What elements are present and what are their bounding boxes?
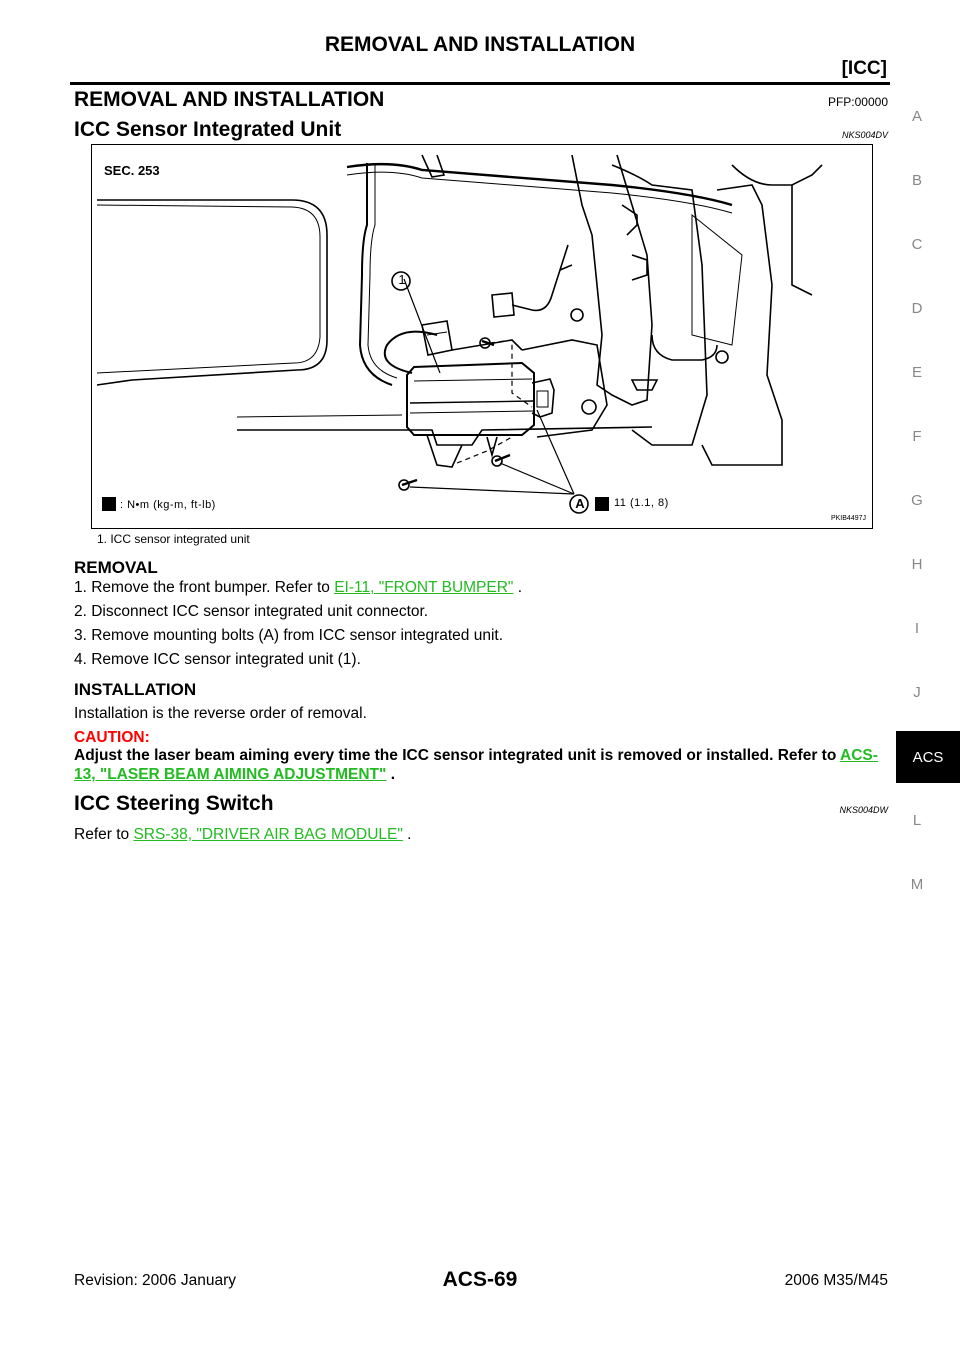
side-tab-c[interactable]: C [911, 236, 923, 253]
footer-model: 2006 M35/M45 [784, 1272, 888, 1289]
torque-wrench-icon [102, 497, 116, 511]
steering-reference-prefix: Refer to [74, 826, 134, 843]
torque-wrench-icon [595, 497, 609, 511]
removal-step-4: 4. Remove ICC sensor integrated unit (1). [74, 651, 361, 668]
torque-value: 11 (1.1, 8) [614, 497, 669, 509]
page-number: ACS-69 [442, 1268, 518, 1291]
side-tab-m[interactable]: M [910, 876, 924, 893]
callout-a-label: A [575, 496, 585, 511]
driver-air-bag-link[interactable]: SRS-38, "DRIVER AIR BAG MODULE" [133, 826, 403, 843]
laser-beam-aiming-link[interactable]: ACS-13, "LASER BEAM AIMING ADJUSTMENT" [74, 747, 878, 783]
side-tab-g[interactable]: G [911, 492, 923, 509]
removal-step-2: 2. Disconnect ICC sensor integrated unit connector. [74, 603, 429, 620]
figure-caption: 1. ICC sensor integrated unit [97, 532, 250, 546]
removal-step-1-suffix: . [513, 579, 523, 596]
installation-text: Installation is the reverse order of removal. [74, 705, 367, 722]
subsection-code-sensor: NKS004DV [841, 130, 888, 140]
caution-text [74, 746, 894, 784]
running-header-subtitle: [ICC] [841, 58, 887, 79]
removal-step-1-text: 1. Remove the front bumper. Refer to [74, 579, 335, 596]
caution-suffix: . [386, 766, 396, 783]
side-tab-b[interactable]: B [911, 172, 922, 189]
removal-heading: REMOVAL [74, 558, 158, 577]
subsection-title-sensor: ICC Sensor Integrated Unit [74, 118, 342, 141]
side-tab-h[interactable]: H [911, 556, 923, 573]
torque-units-legend: : N•m (kg-m, ft-lb) [120, 499, 216, 511]
side-tab-j[interactable]: J [913, 684, 921, 701]
side-tab-i[interactable]: I [914, 620, 920, 637]
callout-1-label: 1 [398, 272, 406, 287]
caution-label: CAUTION: [74, 729, 150, 746]
illustration-drawing [92, 145, 872, 528]
section-code: PFP:00000 [827, 95, 888, 109]
subsection-title-steering: ICC Steering Switch [74, 792, 274, 815]
component-illustration [91, 144, 873, 529]
footer-revision: Revision: 2006 January [74, 1272, 236, 1289]
section-reference-label: SEC. 253 [104, 163, 160, 178]
section-title: REMOVAL AND INSTALLATION [74, 88, 385, 111]
header-divider [70, 82, 890, 85]
removal-step-3: 3. Remove mounting bolts (A) from ICC sensor integrated unit. [74, 627, 504, 644]
side-tab-d[interactable]: D [911, 300, 923, 317]
side-tab-l[interactable]: L [912, 812, 922, 829]
caution-body: Adjust the laser beam aiming every time the ICC sensor integrated unit is removed or installed. Refer to [74, 747, 841, 764]
steering-reference-suffix: . [402, 826, 412, 843]
front-bumper-link[interactable]: EI-11, "FRONT BUMPER" [334, 579, 514, 596]
side-tab-acs-active[interactable]: ACS [896, 731, 960, 783]
removal-step-1 [74, 579, 522, 597]
installation-heading: INSTALLATION [74, 680, 197, 699]
side-tab-f[interactable]: F [912, 428, 922, 445]
subsection-code-steering: NKS004DW [839, 805, 888, 815]
side-tab-e[interactable]: E [911, 364, 922, 381]
figure-id: PKIB4497J [830, 515, 866, 522]
running-header-title: REMOVAL AND INSTALLATION [324, 33, 636, 56]
steering-reference [74, 826, 411, 844]
side-tab-a[interactable]: A [911, 108, 922, 125]
